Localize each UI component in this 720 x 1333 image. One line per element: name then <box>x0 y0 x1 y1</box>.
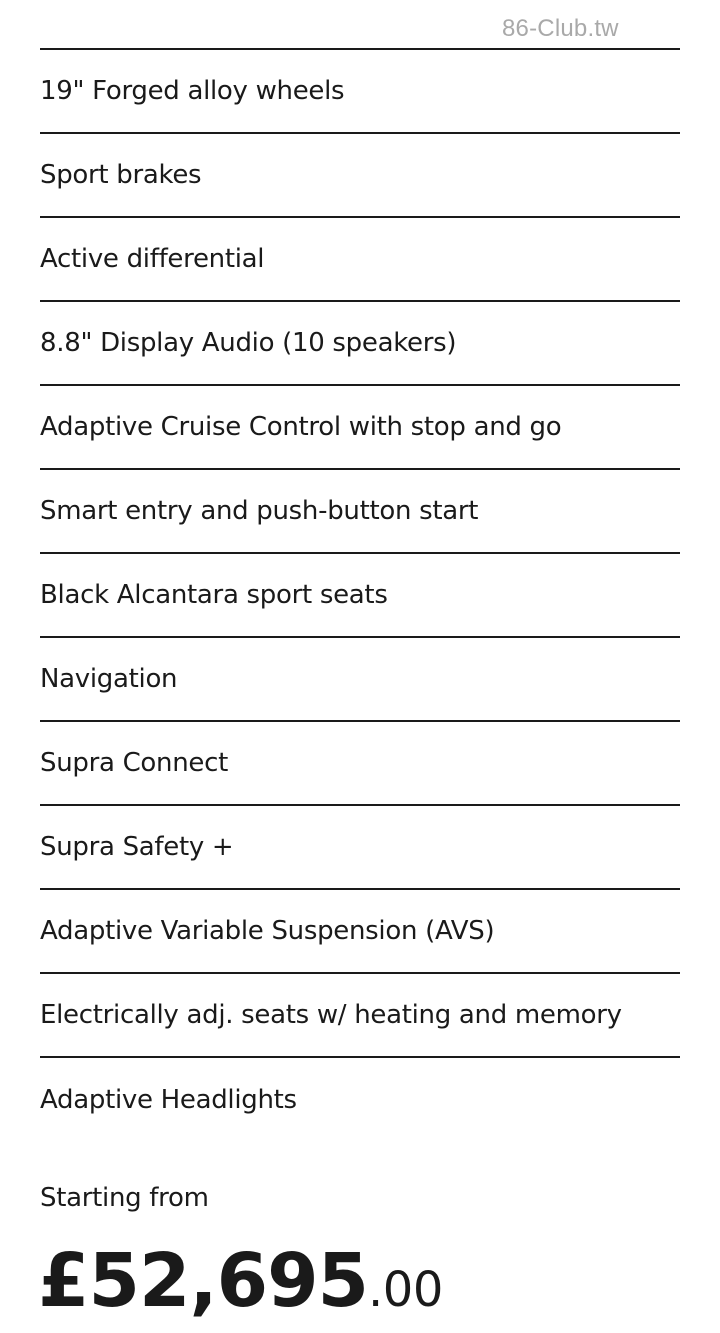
feature-label: Electrically adj. seats w/ heating and memory <box>40 1000 622 1030</box>
feature-item <box>40 134 680 218</box>
feature-label: Navigation <box>40 664 178 694</box>
feature-label: Sport brakes <box>40 160 202 190</box>
feature-item <box>40 890 680 974</box>
feature-item <box>40 218 680 302</box>
feature-item <box>40 722 680 806</box>
feature-label: Supra Safety + <box>40 832 234 862</box>
feature-label: Adaptive Cruise Control with stop and go <box>40 412 562 442</box>
feature-item <box>40 386 680 470</box>
price-cents: .00 <box>368 1262 443 1318</box>
feature-label: Supra Connect <box>40 748 228 778</box>
feature-item <box>40 638 680 722</box>
feature-list <box>40 48 680 1142</box>
price-main: £52,695 <box>38 1238 369 1324</box>
feature-item <box>40 470 680 554</box>
feature-item <box>40 554 680 638</box>
feature-item <box>40 50 680 134</box>
starting-from-label: Starting from <box>40 1183 209 1213</box>
feature-item <box>40 974 680 1058</box>
feature-label: Smart entry and push-button start <box>40 496 479 526</box>
feature-label: Black Alcantara sport seats <box>40 580 388 610</box>
feature-label: 8.8" Display Audio (10 speakers) <box>40 328 457 358</box>
feature-item <box>40 1058 680 1142</box>
feature-label: Adaptive Headlights <box>40 1085 297 1115</box>
feature-label: 19" Forged alloy wheels <box>40 76 345 106</box>
feature-label: Active differential <box>40 244 265 274</box>
watermark: 86-Club.tw <box>502 15 619 42</box>
feature-item <box>40 806 680 890</box>
feature-label: Adaptive Variable Suspension (AVS) <box>40 916 495 946</box>
price <box>38 1238 443 1324</box>
feature-item <box>40 302 680 386</box>
